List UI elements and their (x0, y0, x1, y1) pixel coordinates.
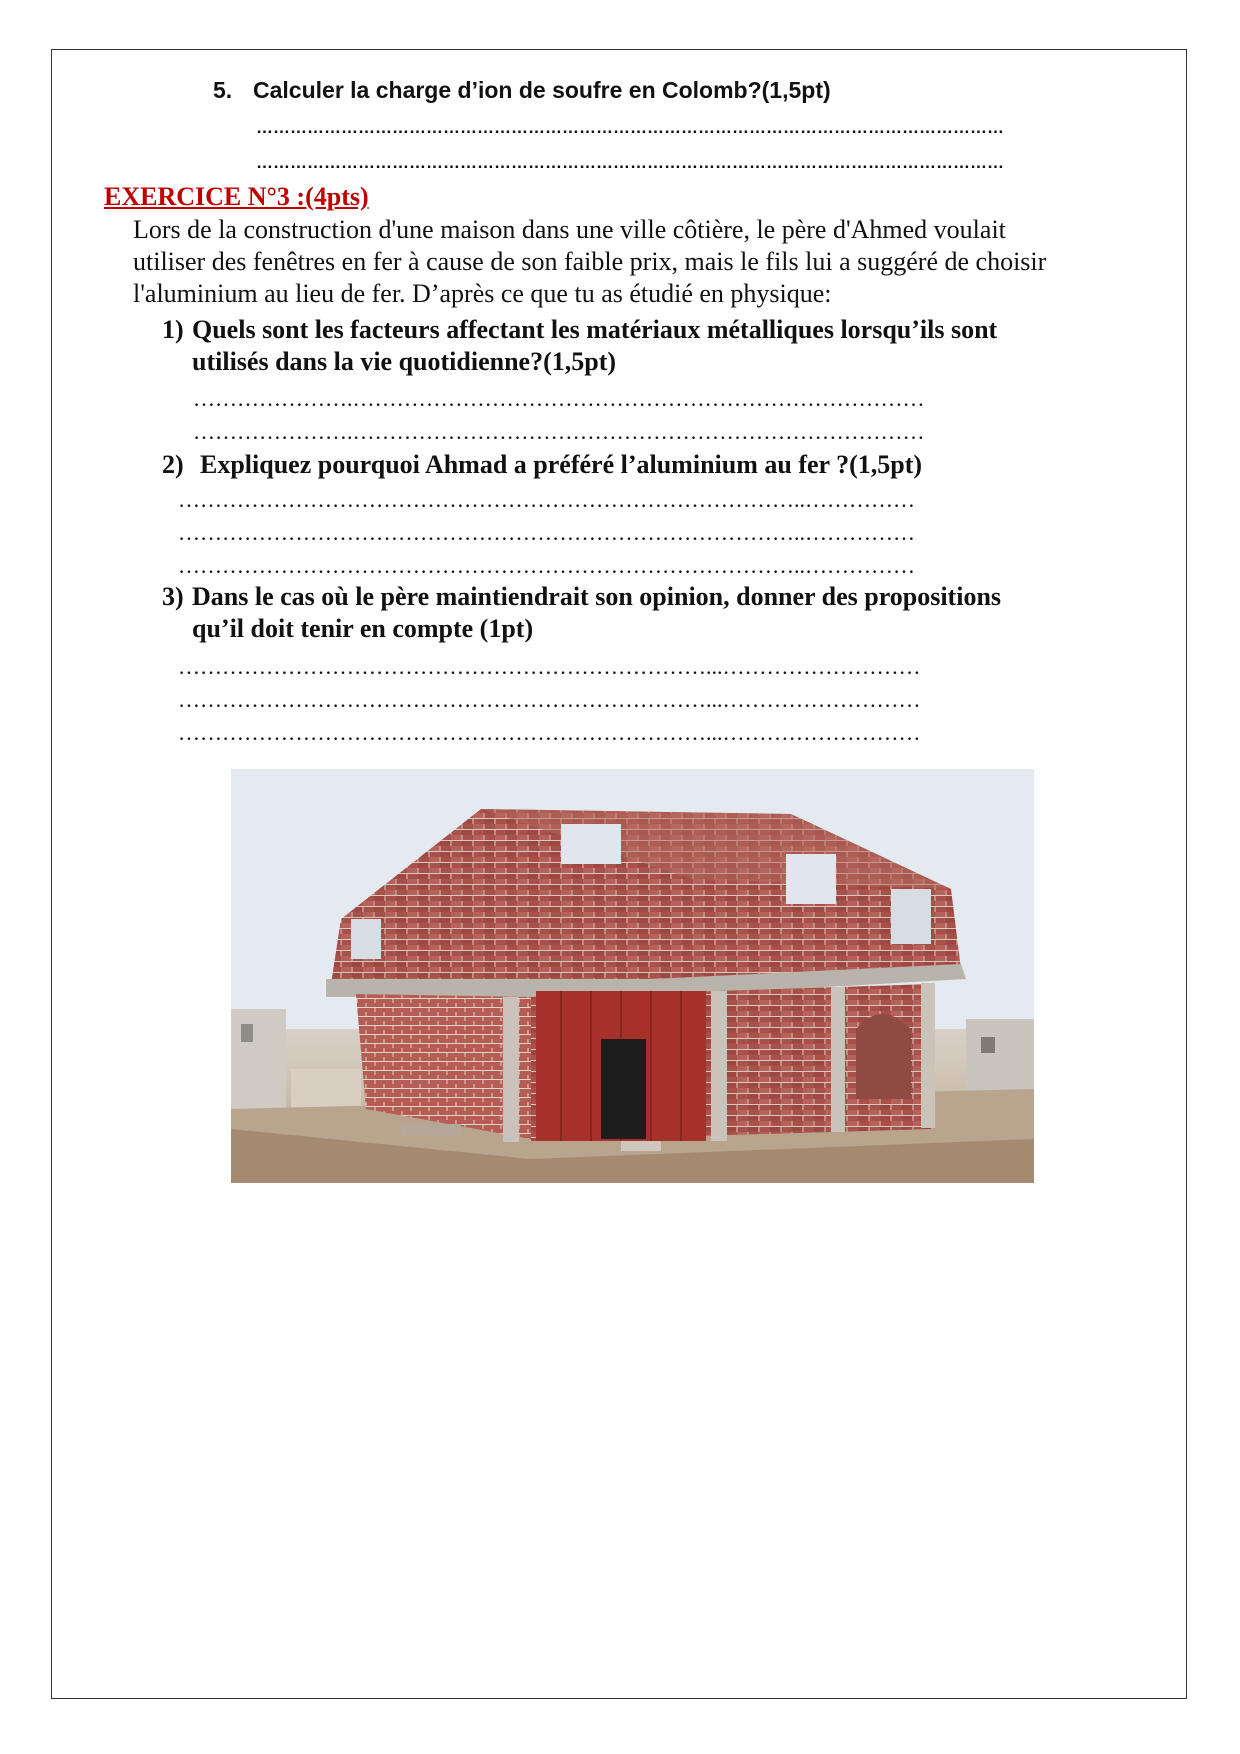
question-3-line: Dans le cas où le père maintiendrait son opinion, donner des propositions (192, 582, 1002, 611)
answer-line[interactable]: …………………………………………………………………………………………………………………… (256, 118, 1004, 137)
answer-line[interactable]: ………………………………………………………………...……………………… (178, 687, 921, 712)
intro-line: utiliser des fenêtres en fer à cause de son faible prix, mais le fils lui a suggéré de choisir (133, 247, 1047, 276)
question-2-line: Expliquez pourquoi Ahmad a préféré l’aluminium au fer ?(1,5pt) (200, 450, 923, 479)
intro-line: l'aluminium au lieu de fer. D’après ce que tu as étudié en physique: (133, 279, 832, 308)
exercise-title: EXERCICE N°3 :(4pts) (104, 182, 369, 211)
answer-line[interactable]: …………………………………………………………………………..…………… (178, 553, 915, 578)
question-3-line: qu’il doit tenir en compte (1pt) (192, 614, 534, 643)
house-photo (231, 769, 1034, 1183)
question-3-number: 3) (162, 582, 184, 611)
answer-line[interactable]: ………………….…………………………………………………………………… (193, 419, 925, 444)
answer-line[interactable]: …………………………………………………………………………………………………………………… (256, 153, 1004, 172)
question-1 (162, 314, 997, 378)
intro-line: Lors de la construction d'une maison dans une ville côtière, le père d'Ahmed voulait (133, 215, 1006, 244)
answer-line[interactable]: …………………………………………………………………………..…………… (178, 520, 915, 545)
question-5-number: 5. (213, 77, 233, 103)
question-2 (162, 449, 922, 481)
answer-line[interactable]: ………………….…………………………………………………………………… (193, 386, 925, 411)
question-1-number: 1) (162, 315, 184, 344)
exercise-intro (133, 214, 1153, 310)
answer-line[interactable]: ………………………………………………………………...……………………… (178, 720, 921, 745)
question-3 (162, 581, 1001, 645)
question-1-line: Quels sont les facteurs affectant les matériaux métalliques lorsqu’ils sont (192, 315, 998, 344)
answer-line[interactable]: …………………………………………………………………………..…………… (178, 487, 915, 512)
question-1-line: utilisés dans la vie quotidienne?(1,5pt) (192, 347, 617, 376)
brick-house-illustration (231, 769, 1034, 1183)
question-5-text: Calculer la charge d’ion de soufre en Colomb?(1,5pt) (253, 77, 831, 103)
answer-line[interactable]: ………………………………………………………………...……………………… (178, 654, 921, 679)
question-5 (213, 77, 831, 104)
question-2-number: 2) (162, 450, 184, 479)
